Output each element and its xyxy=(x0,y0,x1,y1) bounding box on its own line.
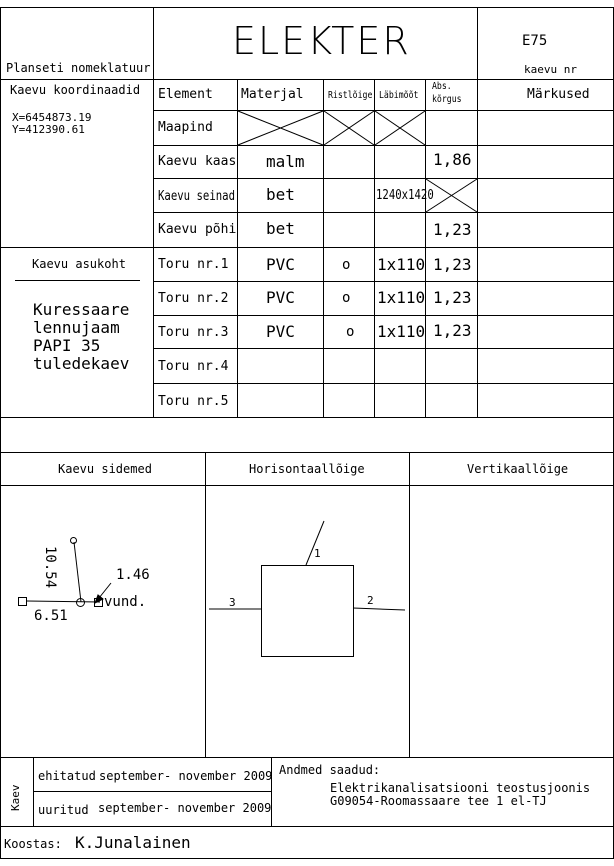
header-material: Materjal xyxy=(241,87,304,102)
row-element: Toru nr.5 xyxy=(158,394,229,409)
well-number: E75 xyxy=(522,33,548,49)
row-element: Toru nr.1 xyxy=(158,257,229,272)
row-material: bet xyxy=(266,219,295,238)
row-cross-section: o xyxy=(342,257,351,273)
author-label: Koostas: xyxy=(4,837,62,851)
row-diameter: 1x110 xyxy=(377,322,426,341)
row-diameter: 1x110 xyxy=(377,288,426,307)
section-vertical: Vertikaallõige xyxy=(467,462,569,476)
header-abs-1: Abs. xyxy=(432,81,452,92)
corner-label: vund. xyxy=(104,594,147,610)
section-ties: Kaevu sidemed xyxy=(58,462,152,476)
row-material: PVC xyxy=(266,255,295,274)
pipe-label-2: 2 xyxy=(367,594,374,607)
row-material: bet xyxy=(266,185,295,204)
built-value: september- november 2009 xyxy=(99,769,273,783)
well-number-label: kaevu nr xyxy=(524,63,577,76)
coordinate-y: Y=412390.61 xyxy=(12,123,85,136)
source-label: Andmed saadud: xyxy=(279,763,381,777)
source-line-2: G09054-Roomassaare tee 1 el-TJ xyxy=(330,794,547,808)
source-line-1: Elektrikanalisatsiooni teostusjoonis xyxy=(330,781,591,795)
row-abs-height: 1,23 xyxy=(433,220,472,239)
nomenclature-label: Planseti nomeklatuur xyxy=(6,61,151,75)
row-element: Toru nr.3 xyxy=(158,325,229,340)
surveyed-value: september- november 2009 xyxy=(98,801,272,815)
row-cross-section: o xyxy=(342,290,351,306)
row-element: Maapind xyxy=(158,120,213,135)
header-diameter: Läbimõõt xyxy=(379,90,419,101)
row-diameter: 1240x1420 xyxy=(376,188,434,203)
pipe-label-3: 3 xyxy=(229,596,236,609)
row-element: Toru nr.2 xyxy=(158,291,229,306)
row-abs-height: 1,23 xyxy=(433,288,472,307)
tie-distance-corner: 1.46 xyxy=(116,567,150,583)
built-label: ehitatud xyxy=(38,769,96,783)
header-notes: Märkused xyxy=(527,87,590,102)
tie-distance-horizontal: 6.51 xyxy=(34,608,68,624)
coordinate-x: X=6454873.19 xyxy=(12,111,92,124)
location-line: lennujaam xyxy=(33,318,120,337)
row-element: Kaevu kaas xyxy=(158,154,237,169)
row-abs-height: 1,86 xyxy=(433,150,472,169)
row-cross-section: o xyxy=(346,324,355,340)
section-horizontal: Horisontaallõige xyxy=(249,462,365,476)
row-abs-height: 1,23 xyxy=(433,255,472,274)
pipe-label-1: 1 xyxy=(314,547,321,560)
header-cross-section: Ristlõige xyxy=(328,90,373,101)
header-abs-2: kõrgus xyxy=(432,94,462,105)
well-footer-label: Kaev xyxy=(9,784,22,811)
tie-distance-vertical: 10.54 xyxy=(42,546,58,589)
corner-label-suffix: nd. xyxy=(120,594,147,610)
row-material: PVC xyxy=(266,322,295,341)
page-title: ELEKTER xyxy=(232,19,411,63)
surveyed-label: uuritud xyxy=(38,803,89,817)
row-material: PVC xyxy=(266,288,295,307)
row-material: malm xyxy=(266,152,305,171)
coordinates-label: Kaevu koordinaadid xyxy=(10,83,141,97)
location-line: tuledekaev xyxy=(33,354,130,373)
header-element: Element xyxy=(158,87,213,102)
row-diameter: 1x110 xyxy=(377,255,426,274)
location-line: PAPI 35 xyxy=(33,336,101,355)
row-element: Toru nr.4 xyxy=(158,359,229,374)
row-element: Kaevu põhi xyxy=(158,222,237,237)
row-element: Kaevu seinad xyxy=(158,189,236,204)
author-name: K.Junalainen xyxy=(75,833,191,852)
row-abs-height: 1,23 xyxy=(433,321,472,340)
location-line: Kuressaare xyxy=(33,300,130,319)
location-label: Kaevu asukoht xyxy=(32,257,126,271)
